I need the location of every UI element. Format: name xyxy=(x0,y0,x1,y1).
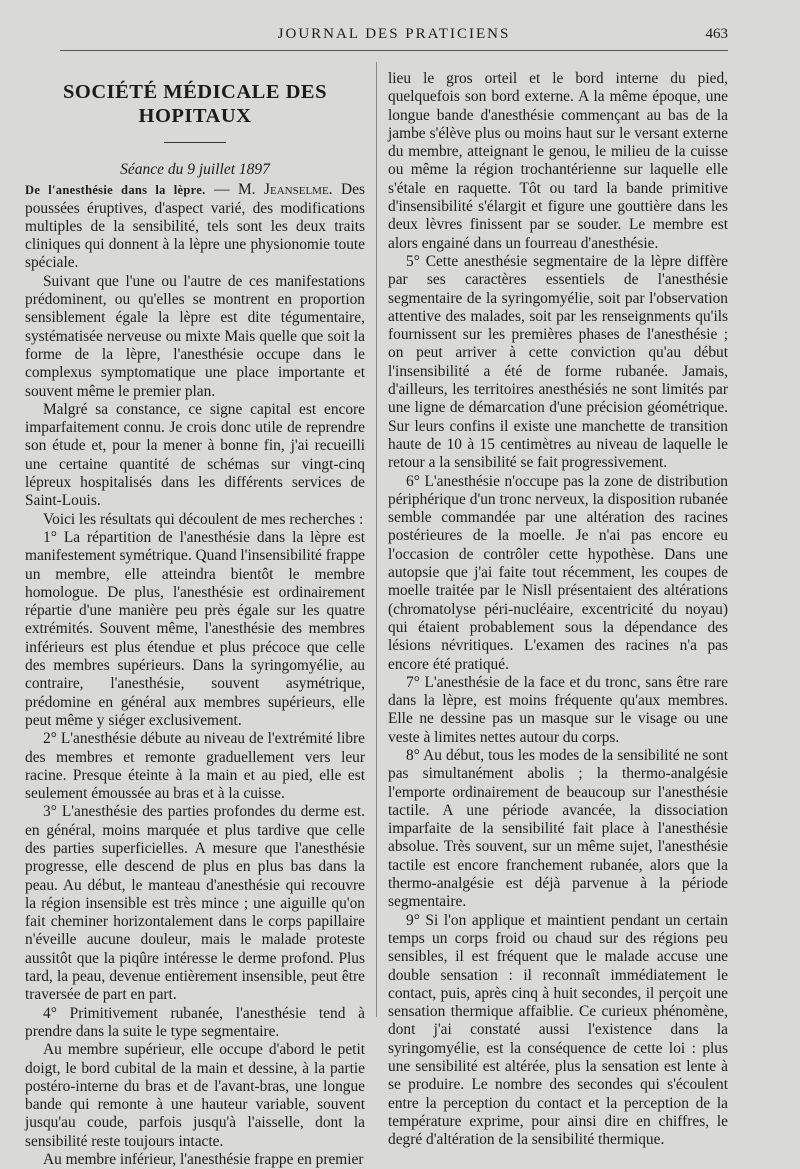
numbered-point-8: 8° Au début, tous les modes de la sensibilité ne sont pas simultanément abolis ; la thermo-analgésie l'emporte ordinairement de beaucoup sur l'anesthésie tactile. A une période avancée, la dissociation imparfaite de la sensibilité fait place à l'anesthésie absolue. Très souvent, sur un même sujet, l'anesthésie tactile est encore franchement rubanée, alors que la thermo-analgésie est déjà parvenue à la période segmentaire. xyxy=(388,746,728,911)
continued-paragraph: lieu le gros orteil et le bord interne du pied, quelquefois son bord externe. A la même époque, une longue bande d'anesthésie commençant au bas de la jambe s'élève plus ou moins haut sur le versant externe du membre, atteignant le genou, le milieu de la cuisse ou même la région trochantérienne sur laquelle elle s'étale en raquette. Tôt ou tard la bande primitive d'insensibilité s'élargit et figure une gouttière dans les deux lèvres finissent par se souder. Le membre est alors engainé dans un fourreau d'anesthésie. xyxy=(388,70,728,252)
numbered-point-3: 3° L'anesthésie des parties profondes du derme est. en général, moins marquée et plus tardive que celle des parties superficielles. A mesure que l'anesthésie progresse, elle descend de plus en plus bas dans la peau. Au début, le manteau d'anesthésie qui recouvre la région insensible est très mince ; une aiguille qu'on fait cheminer horizontalement dans le corps papillaire n'éveille aucune douleur, mais le malade proteste aussitôt que la piqûre intéresse le derme profond. Plus tard, la peau, devenue entièrement insensible, peut être traversée de part en part. xyxy=(25,803,365,1004)
section-title: SOCIÉTÉ MÉDICALE DES HOPITAUX xyxy=(62,81,328,127)
lead-text: Des poussées éruptives, d'aspect varié, des modifications multiples de la sensibilité, tels sont les deux traits cliniques qui donnent à la lèpre une physionomie toute spéciale. xyxy=(25,181,365,272)
session-date: Séance du 9 juillet 1897 xyxy=(120,161,270,178)
running-header xyxy=(60,24,728,51)
left-column xyxy=(25,70,365,1169)
running-title: JOURNAL DES PRATICIENS xyxy=(277,26,511,42)
right-column xyxy=(388,70,728,1150)
paragraph: Au membre inférieur, l'anesthésie frappe en premier xyxy=(43,1151,364,1169)
page-number: 463 xyxy=(705,26,728,42)
numbered-point-6: 6° L'anesthésie n'occupe pas la zone de distribution périphérique d'un tronc nerveux, la disposition rubanée semble commandée par une altération des racines postérieures de la moelle. Je n'ai pas encore eu l'occasion de contrôler cette hypothèse. Dans une autopsie que j'ai faite tout récemment, les coupes de moelle traitée par le Nisll présentaient des altérations (chromatolyse péri-nucléaire, excentricité du noyau) qui étaient probablement sous la dépendance des lésions névritiques. L'examen des racines n'a pas encore été pratiqué. xyxy=(388,472,728,673)
author-separator: — M. xyxy=(205,181,265,199)
numbered-point-4: 4° Primitivement rubanée, l'anesthésie tend à prendre dans la suite le type segmentaire. xyxy=(25,1004,365,1040)
paragraph: Voici les résultats qui découlent de mes recherches : xyxy=(43,510,364,528)
paragraph: Au membre supérieur, elle occupe d'abord le petit doigt, le bord cubital de la main et dessine, à la partie postéro-interne du bras et de l'avant-bras, une longue bande qui remonte à une hauteur variable, souvent jusqu'au coude, parfois jusqu'à l'aisselle, dont la sensibilité reste toujours intacte. xyxy=(25,1041,365,1150)
numbered-point-2: 2° L'anesthésie débute au niveau de l'extrémité libre des membres et remonte graduellement vers leur racine. Presque éteinte à la main et au pied, elle est seulement émoussée au bras et à la cuisse. xyxy=(25,730,365,803)
author-name: Jeanselme. xyxy=(264,181,333,199)
column-divider xyxy=(376,62,377,1017)
lead-title: De l'anesthésie dans la lèpre. xyxy=(25,183,206,198)
lead-paragraph xyxy=(25,181,365,272)
numbered-point-9: 9° Si l'on applique et maintient pendant un certain temps un corps froid ou chaud sur des régions peu sensibles, il est fréquent que le malade accuse une double sensation : il reconnaît immédiatement le contact, puis, après cinq à huit secondes, il perçoit une sensation thermique affaiblie. Ce curieux phénomène, dont j'ai constaté aussi l'existence dans la syringomyélie, est la conséquence de cette loi : plus une sensibilité est altérée, plus la sensation est lente à se produire. Le nombre des secondes qui s'écoulent entre la perception du contact et la perception de la température exprime, pour ainsi dire en chiffres, le degré d'altération de la sensibilité thermique. xyxy=(388,911,728,1149)
paragraph: Malgré sa constance, ce signe capital est encore imparfaitement connu. Je crois donc utile de reprendre son étude et, pour la mener à bonne fin, j'ai recueilli une certaine quantité de schémas sur vingt-cinq lépreux hospitalisés dans les différents services de Saint-Louis. xyxy=(25,400,365,510)
numbered-point-5: 5° Cette anesthésie segmentaire de la lèpre diffère par ses caractères essentiels de l'anesthésie segmentaire de la syringomyélie, soit par l'observation attentive des malades, soit par les renseignments qu'ils fournissent sur les premières phases de l'anesthésie ; on peut arriver à cette conviction qu'au début l'insensibilité a été de forme rubanée. Jamais, d'ailleurs, les territoires anesthésiés ne sont limités par une ligne de démarcation d'une précision géométrique. Sur leurs confins il existe une manchette de transition haute de 10 à 15 centimètres au niveau de laquelle le retour a la sensibilité se fait progressivement. xyxy=(388,252,728,472)
paragraph: Suivant que l'une ou l'autre de ces manifestations prédominent, ou qu'elles se montrent en proportion sensiblement égale la lèpre est dite tégumentaire, systématisée nerveuse ou mixte Mais quelle que soit la forme de la lèpre, l'anesthésie occupe dans le complexus symptomatique une place importante et souvent même le premier plan. xyxy=(25,272,365,400)
numbered-point-1: 1° La répartition de l'anesthésie dans la lèpre est manifestement symétrique. Quand l'insensibilité frappe un membre, elle atteindra bientôt le membre homologue. De plus, l'anesthésie est ordinairement répartie d'une manière peu près égale sur les quatre extrémités. Souvent même, l'anesthésie des membres inférieurs est plus étendue et plus précoce que celle des membres supérieurs. Dans la syringomyélie, au contraire, l'anesthésie, souvent asymétrique, prédomine en général aux membres supérieurs, elle peut même y siéger exclusivement. xyxy=(25,528,365,729)
title-rule xyxy=(164,142,226,143)
numbered-point-7: 7° L'anesthésie de la face et du tronc, sans être rare dans la lèpre, est moins fréquente qu'aux membres. Elle ne dessine pas un masque sur le visage ou une veste à limites nettes autour du corps. xyxy=(388,673,728,746)
